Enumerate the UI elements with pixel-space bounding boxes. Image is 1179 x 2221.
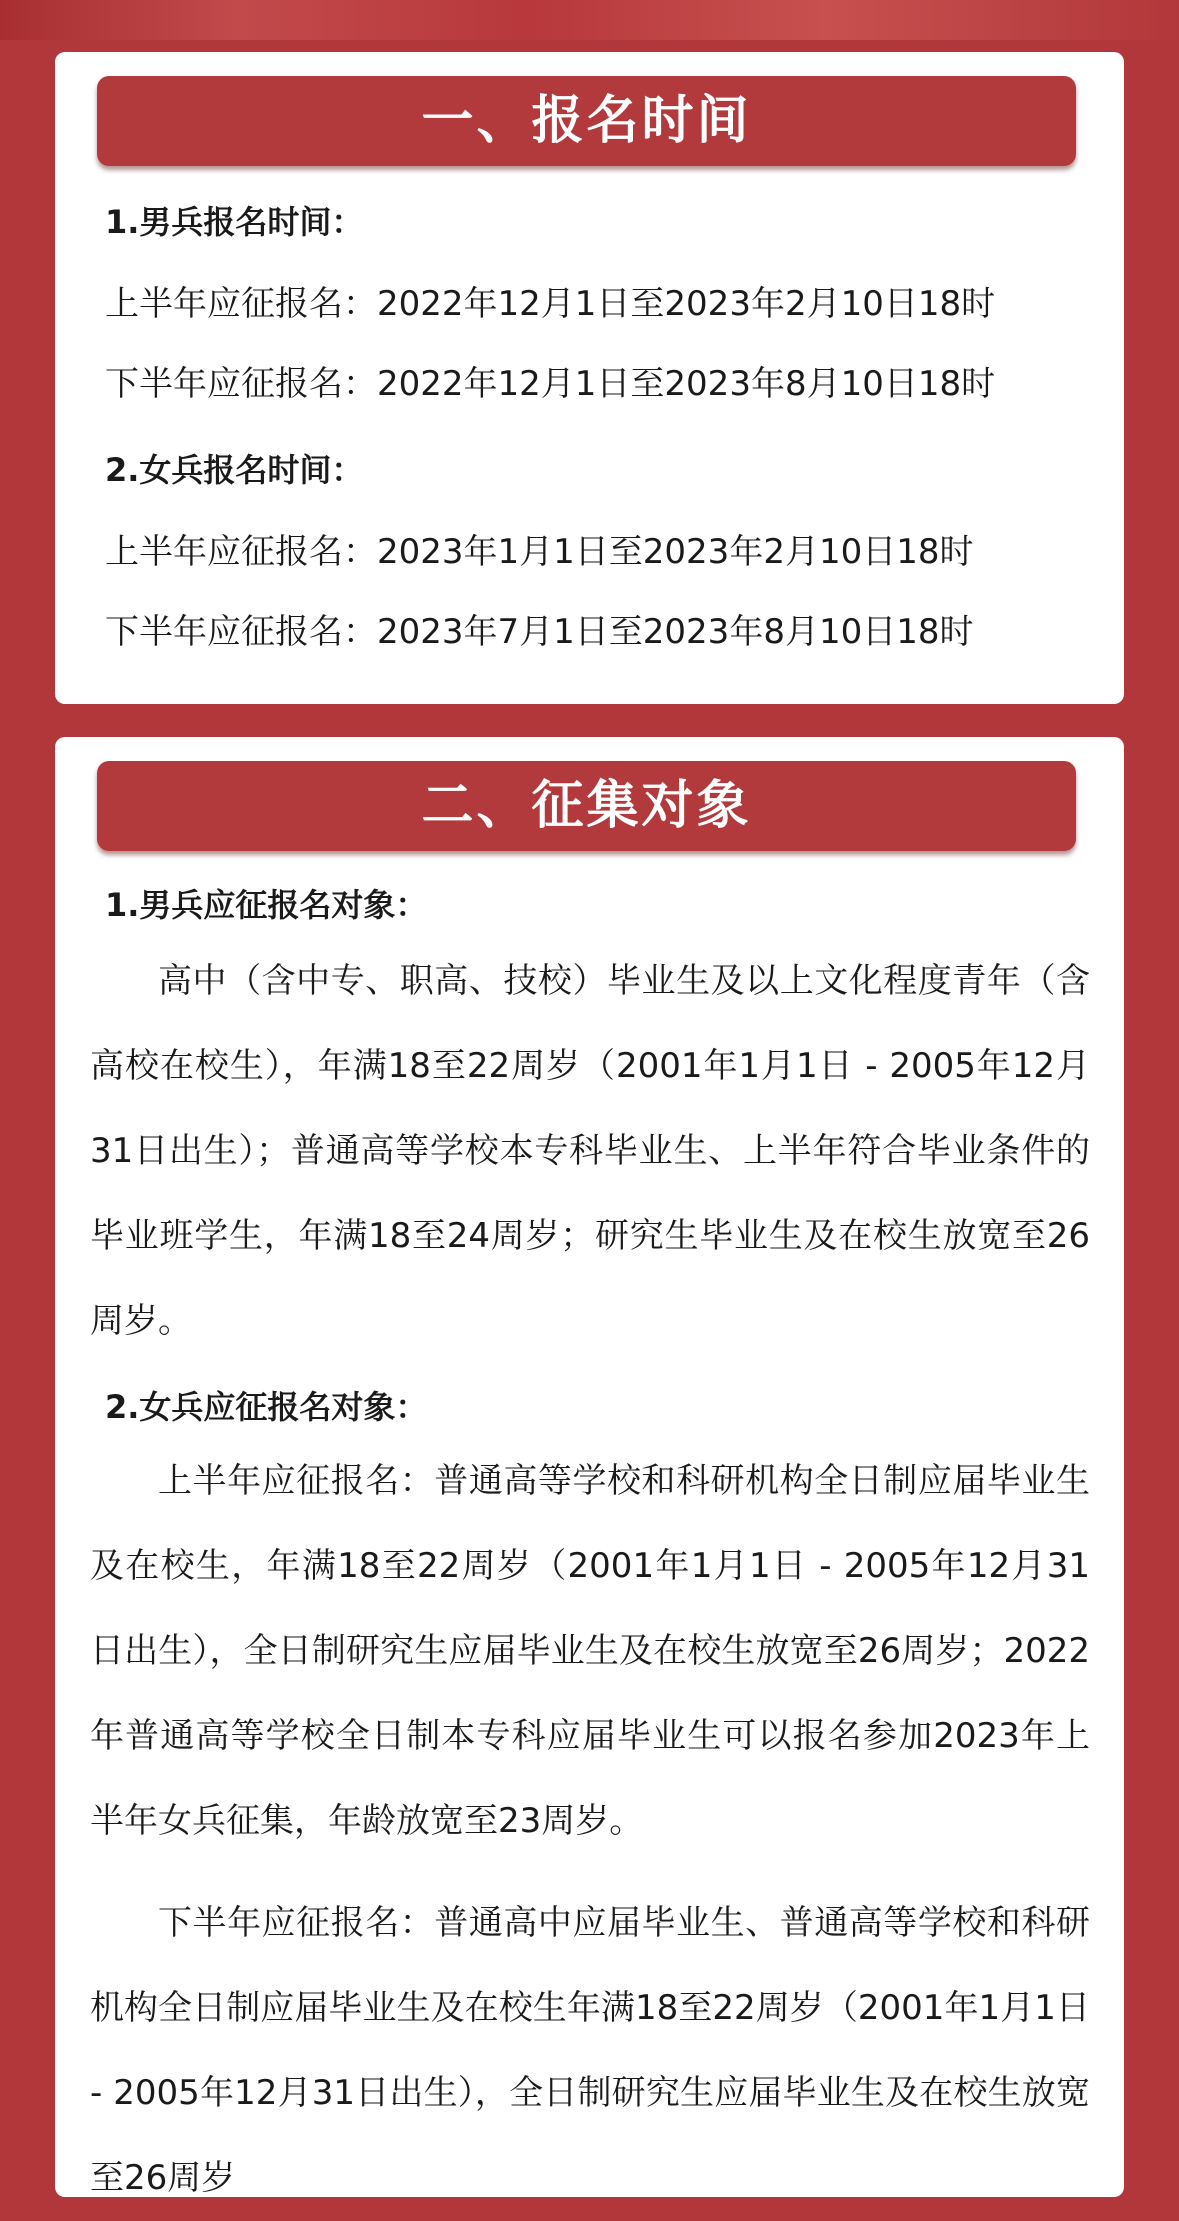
female-registration-time-heading: 2.女兵报名时间： <box>105 451 364 489</box>
female-first-half-target-paragraph: 上半年应征报名：普通高等学校和科研机构全日制应届毕业生及在校生，年满18至22周岁（2001年1月1日 - 2005年12月31日出生），全日制研究生应届毕业生及在校生放宽至26周岁；2022年普通高等学校全日制本专科应届毕业生可以报名参加2023年上半年女兵征集，年龄放宽至23周岁。 <box>90 1461 1090 1841</box>
section-title-recruitment-target: 二、征集对象 <box>97 761 1076 851</box>
male-target-heading: 1.男兵应征报名对象： <box>105 886 428 924</box>
registration-time-card <box>55 52 1124 704</box>
female-target-heading: 2.女兵应征报名对象： <box>105 1388 428 1426</box>
female-second-half-registration: 下半年应征报名：2023年7月1日至2023年8月10日18时 <box>105 612 974 652</box>
male-target-paragraph: 高中（含中专、职高、技校）毕业生及以上文化程度青年（含高校在校生），年满18至22周岁（2001年1月1日 - 2005年12月31日出生）；普通高等学校本专科毕业生、上半年符合毕业条件的毕业班学生，年满18至24周岁；研究生毕业生及在校生放宽至26周岁。 <box>90 961 1090 1341</box>
male-first-half-registration: 上半年应征报名：2022年12月1日至2023年2月10日18时 <box>105 284 996 324</box>
female-first-half-registration: 上半年应征报名：2023年1月1日至2023年2月10日18时 <box>105 532 974 572</box>
decorative-top-band <box>0 0 1179 40</box>
recruitment-target-card <box>55 737 1124 2197</box>
male-registration-time-heading: 1.男兵报名时间： <box>105 203 364 241</box>
male-second-half-registration: 下半年应征报名：2022年12月1日至2023年8月10日18时 <box>105 364 996 404</box>
female-second-half-target-paragraph: 下半年应征报名：普通高中应届毕业生、普通高等学校和科研机构全日制应届毕业生及在校生年满18至22周岁（2001年1月1日 - 2005年12月31日出生），全日制研究生应届毕业生及在校生放宽至26周岁 <box>90 1903 1090 2198</box>
section-title-registration-time: 一、报名时间 <box>97 76 1076 166</box>
